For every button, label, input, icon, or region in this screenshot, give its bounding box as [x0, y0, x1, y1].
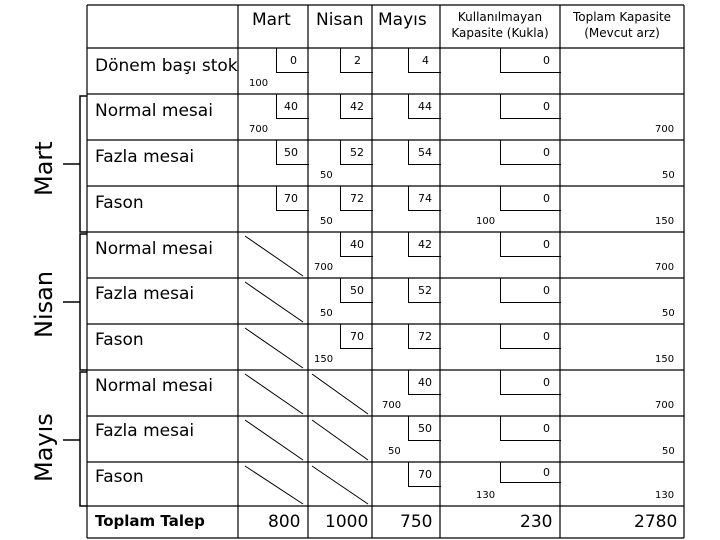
total-demand-label: Toplam Talep — [95, 512, 205, 530]
capacity-value: 700 — [655, 400, 675, 411]
row-label: Fason — [95, 330, 144, 350]
side-label-mart: Mart — [30, 141, 58, 196]
cost-value: 4 — [422, 54, 429, 67]
cost-value: 0 — [290, 54, 297, 67]
total-nisan: 1000 — [325, 512, 369, 532]
cost-box — [500, 94, 561, 119]
header-mart: Mart — [252, 10, 291, 30]
allocation-value: 130 — [476, 490, 496, 501]
cost-value: 0 — [543, 54, 550, 67]
cost-box — [500, 186, 561, 211]
capacity-value: 150 — [655, 216, 675, 227]
cost-value: 52 — [418, 284, 432, 297]
allocation-value: 50 — [320, 216, 333, 227]
cost-box — [500, 140, 561, 165]
capacity-value: 150 — [655, 354, 675, 365]
cost-value: 72 — [418, 330, 432, 343]
cost-value: 0 — [543, 422, 550, 435]
allocation-value: 100 — [476, 216, 496, 227]
cost-value: 42 — [350, 100, 364, 113]
cost-value: 0 — [543, 376, 550, 389]
total-grand: 2780 — [634, 512, 678, 532]
header-nisan: Nisan — [316, 10, 364, 30]
cost-value: 50 — [418, 422, 432, 435]
allocation-value: 700 — [314, 262, 334, 273]
capacity-value: 700 — [655, 262, 675, 273]
cost-value: 0 — [543, 192, 550, 205]
total-unused: 230 — [520, 512, 553, 532]
header-mayis: Mayıs — [378, 10, 427, 30]
row-label: Fazla mesai — [95, 284, 195, 304]
allocation-value: 700 — [249, 124, 269, 135]
cost-value: 0 — [543, 284, 550, 297]
cost-value: 70 — [284, 192, 298, 205]
cost-value: 54 — [418, 146, 432, 159]
cost-value: 2 — [354, 54, 361, 67]
allocation-value: 50 — [320, 308, 333, 319]
allocation-value: 150 — [314, 354, 334, 365]
capacity-value: 700 — [655, 124, 675, 135]
row-label: Dönem başı stok — [95, 56, 238, 76]
capacity-value: 50 — [662, 446, 675, 457]
cost-value: 52 — [350, 146, 364, 159]
row-label: Normal mesai — [95, 376, 213, 396]
header-unused-capacity: Kullanılmayan Kapasite (Kukla) — [451, 10, 549, 40]
cost-box — [500, 370, 561, 395]
cost-box — [500, 462, 561, 483]
total-mayis: 750 — [400, 512, 433, 532]
allocation-value: 100 — [249, 78, 269, 89]
allocation-value: 50 — [388, 446, 401, 457]
cost-box — [500, 48, 561, 73]
row-label: Normal mesai — [95, 101, 213, 121]
row-label: Normal mesai — [95, 239, 213, 259]
cost-box — [500, 416, 561, 441]
allocation-value: 700 — [382, 400, 402, 411]
side-label-mayis: Mayıs — [30, 413, 58, 482]
total-mart: 800 — [268, 512, 301, 532]
cost-value: 0 — [543, 146, 550, 159]
capacity-value: 50 — [662, 170, 675, 181]
cost-value: 70 — [418, 468, 432, 481]
capacity-value: 130 — [655, 490, 675, 501]
row-label: Fazla mesai — [95, 147, 195, 167]
cost-box — [500, 278, 561, 303]
cost-value: 50 — [350, 284, 364, 297]
cost-value: 74 — [418, 192, 432, 205]
cost-value: 0 — [543, 238, 550, 251]
capacity-value: 50 — [662, 308, 675, 319]
side-label-nisan: Nisan — [30, 270, 58, 338]
cost-value: 50 — [284, 146, 298, 159]
row-label: Fason — [95, 467, 144, 487]
cost-value: 44 — [418, 100, 432, 113]
cost-value: 0 — [543, 100, 550, 113]
cost-box — [500, 232, 561, 257]
cost-value: 72 — [350, 192, 364, 205]
allocation-value: 50 — [320, 170, 333, 181]
cost-value: 0 — [543, 466, 550, 479]
header-total-capacity: Toplam Kapasite (Mevcut arz) — [572, 10, 672, 40]
row-label: Fason — [95, 193, 144, 213]
cost-value: 42 — [418, 238, 432, 251]
cost-value: 70 — [350, 330, 364, 343]
cost-value: 40 — [350, 238, 364, 251]
cost-box — [500, 324, 561, 349]
row-label: Fazla mesai — [95, 421, 195, 441]
cost-value: 0 — [543, 330, 550, 343]
cost-value: 40 — [284, 100, 298, 113]
cost-value: 40 — [418, 376, 432, 389]
